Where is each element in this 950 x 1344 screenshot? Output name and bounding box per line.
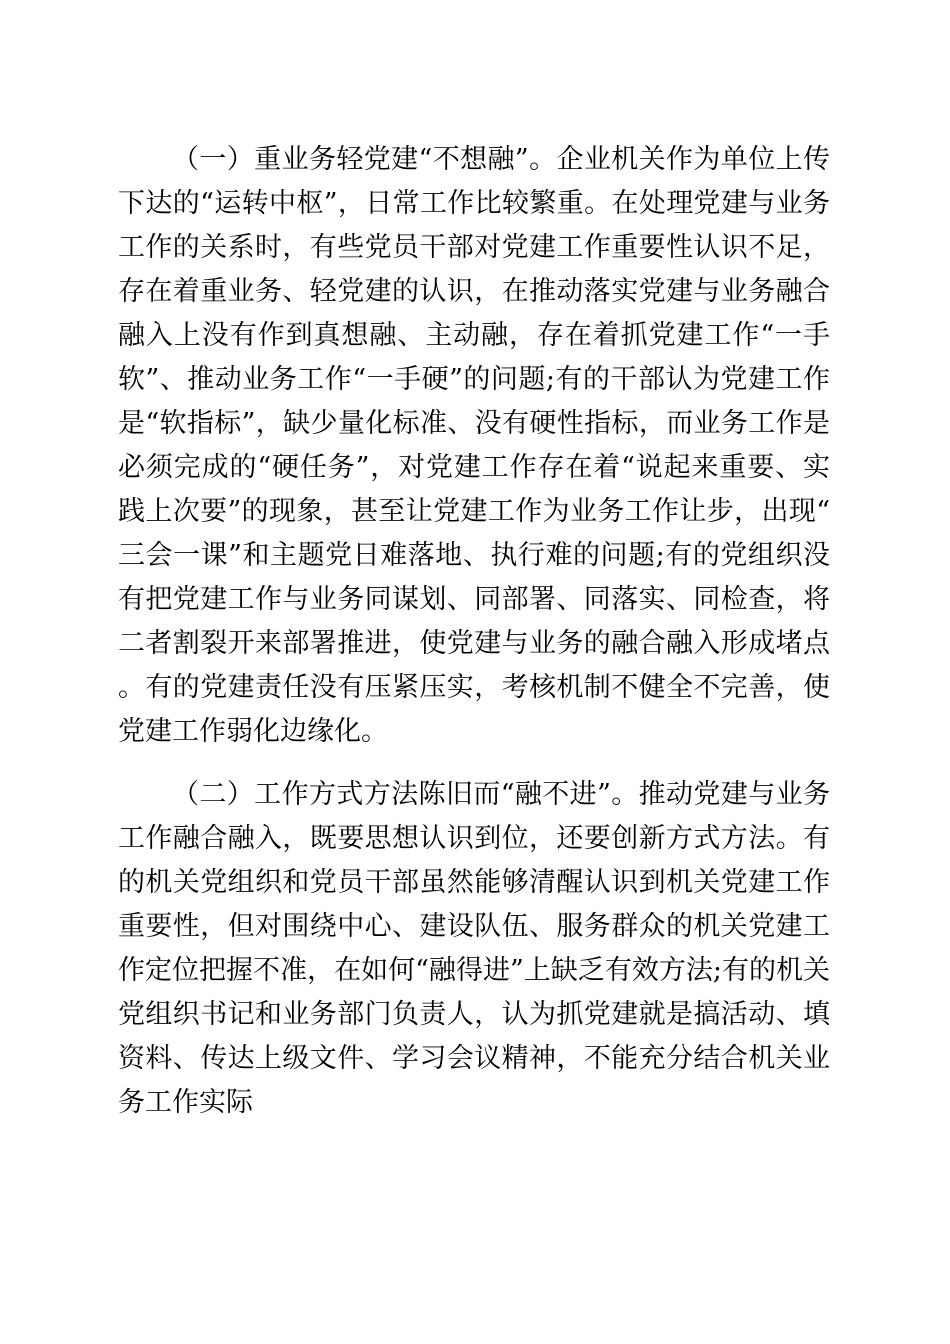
document-body bbox=[118, 138, 830, 1125]
paragraph-2: （二）工作方式方法陈旧而“融不进”。推动党建与业务工作融合融入，既要思想认识到位，还要创新方式方法。有的机关党组织和党员干部虽然能够清醒认识到机关党建工作重要性，但对围绕中心、建设队伍、服务群众的机关党建工作定位把握不准，在如何“融得进”上缺乏有效方法;有的机关党组织书记和业务部门负责人，认为抓党建就是搞活动、填资料、传达上级文件、学习会议精神，不能充分结合机关业务工作实际 bbox=[118, 779, 830, 1118]
paragraph-1: （一）重业务轻党建“不想融”。企业机关作为单位上传下达的“运转中枢”，日常工作比较繁重。在处理党建与业务工作的关系时，有些党员干部对党建工作重要性认识不足，存在着重业务、轻党建的认识，在推动落实党建与业务融合融入上没有作到真想融、主动融，存在着抓党建工作“一手软”、推动业务工作“一手硬”的问题;有的干部认为党建工作是“软指标”，缺少量化标准、没有硬性指标，而业务工作是必须完成的“硬任务”，对党建工作存在着“说起来重要、实践上次要”的现象，甚至让党建工作为业务工作让步，出现“三会一课”和主题党日难落地、执行难的问题;有的党组织没有把党建工作与业务同谋划、同部署、同落实、同检查，将二者割裂开来部署推进，使党建与业务的融合融入形成堵点。有的党建责任没有压紧压实，考核机制不健全不完善，使党建工作弱化边缘化。 bbox=[118, 144, 830, 747]
